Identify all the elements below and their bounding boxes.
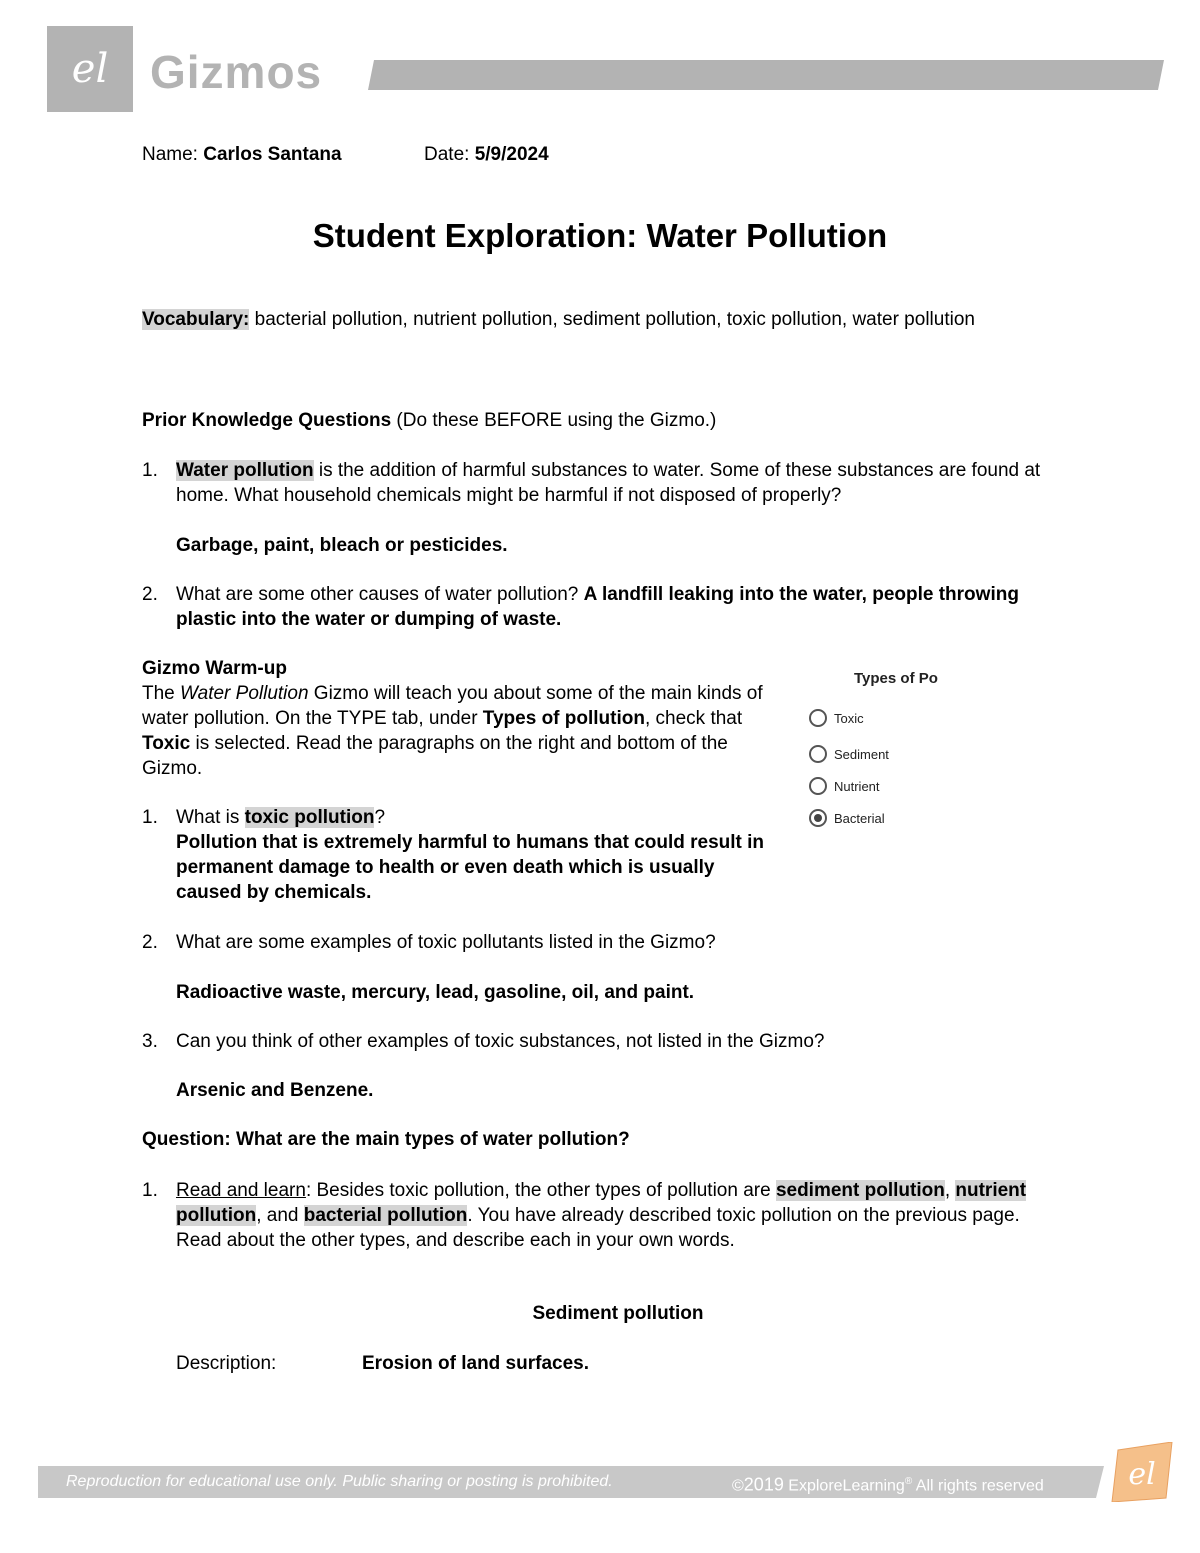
el-logo-icon [47, 26, 133, 112]
sediment-pollution-term: sediment pollution [775, 1180, 945, 1201]
brand-title: Gizmos [150, 46, 323, 98]
bacterial-pollution-term: bacterial pollution [303, 1205, 468, 1226]
radio-label: Nutrient [834, 778, 880, 794]
gizmo-name: Water Pollution [180, 683, 309, 704]
date-value: 5/9/2024 [474, 144, 549, 165]
sediment-heading: Sediment pollution [532, 1303, 704, 1324]
date-line [424, 142, 549, 167]
nutrient-pollution-term: nutrient pollution [176, 1180, 1027, 1226]
date-label: Date: [424, 144, 470, 165]
radio-label: Toxic [834, 710, 864, 726]
prior-knowledge-heading [142, 408, 1042, 433]
answer-text: A landfill leaking into the water, people throwing plastic into the water or dumping of waste. [176, 584, 1019, 630]
footer-notice: Reproduction for educational use only. Public sharing or posting is prohibited. [66, 1473, 613, 1490]
explorelearning-logo [47, 26, 133, 112]
footer-copyright: ©2019 ExploreLearning® All rights reserved [732, 1474, 1044, 1495]
radio-circle-icon[interactable] [809, 745, 827, 763]
warmup-answer-2 [176, 980, 1076, 1005]
warmup-section [142, 656, 782, 781]
radio-label: Bacterial [834, 810, 885, 826]
radio-nutrient[interactable] [809, 775, 880, 797]
question-text: Can you think of other examples of toxic substances, not listed in the Gizmo? [176, 1031, 825, 1052]
water-pollution-term: Water pollution [176, 460, 314, 481]
prior-knowledge-title: Prior Knowledge Questions [142, 410, 392, 431]
radio-label: Sediment [834, 746, 889, 762]
types-of-pollution-panel [805, 662, 955, 837]
vocabulary-text: bacterial pollution, nutrient pollution, sediment pollution, toxic pollution, water pollution [249, 309, 975, 330]
main-question-heading: Question: What are the main types of water pollution? [142, 1129, 630, 1150]
answer-text: Arsenic and Benzene. [176, 1080, 374, 1101]
warmup-intro: The Water Pollution Gizmo will teach you about some of the main kinds of water pollution. On the TYPE tab, under Types of pollution, check that Toxic is selected. Read the paragraphs on the right and bottom of the Gizmo. [142, 683, 763, 779]
answer-text: Radioactive waste, mercury, lead, gasoline, oil, and paint. [176, 982, 695, 1003]
name-value: Carlos Santana [203, 144, 342, 165]
toxic-pollution-term: toxic pollution [244, 807, 375, 828]
question-number: 1. [142, 1180, 158, 1201]
footer-el-logo-icon [1108, 1442, 1176, 1502]
svg-text:el: el [1128, 1457, 1156, 1492]
radio-bacterial[interactable] [809, 807, 885, 829]
svg-text:el: el [71, 46, 109, 92]
read-and-learn-label: Read and learn [176, 1180, 306, 1201]
name-label: Name: [142, 144, 198, 165]
types-of-pollution-term: Types of pollution [482, 708, 645, 729]
sediment-desc-value: Erosion of land surfaces. [362, 1353, 589, 1374]
sediment-desc-label: Description: [176, 1353, 277, 1374]
question-text: What are some examples of toxic pollutants listed in the Gizmo? [176, 932, 716, 953]
question-number: 3. [142, 1031, 158, 1052]
radio-toxic[interactable] [809, 707, 864, 729]
radio-circle-icon[interactable] [809, 709, 827, 727]
radio-selected-icon[interactable] [809, 809, 827, 827]
prior-answer-1 [176, 533, 1076, 558]
header-decorative-bar [368, 60, 1164, 90]
question-text: is the addition of harmful substances to water. Some of these substances are found at home. What household chemicals might be harmful if not disposed of properly? [176, 460, 1041, 506]
answer-text: Pollution that is extremely harmful to humans that could result in permanent damage to health or even death which is usually caused by chemicals. [176, 832, 765, 903]
vocabulary-line [142, 307, 1022, 332]
prior-question-1 [142, 458, 1042, 508]
prior-knowledge-note: (Do these BEFORE using the Gizmo.) [391, 410, 717, 431]
warmup-heading: Gizmo Warm-up [142, 658, 287, 679]
answer-text: Garbage, paint, bleach or pesticides. [176, 535, 508, 556]
question-number: 2. [142, 932, 158, 953]
question-text: What are some other causes of water pollution? [176, 584, 584, 605]
radio-sediment[interactable] [809, 743, 889, 765]
vocabulary-label: Vocabulary: [142, 309, 250, 330]
page-title: Student Exploration: Water Pollution [312, 217, 888, 254]
toxic-term: Toxic [142, 733, 191, 754]
radio-circle-icon[interactable] [809, 777, 827, 795]
main-question-1: 1. Read and learn: Besides toxic pollution, the other types of pollution are sediment pollution, nutrient pollution, and bacterial pollution. You have already described toxic pollution on the previous page. Read about the other types, and describe each in your own words. [142, 1180, 1027, 1251]
question-number: 2. [142, 584, 158, 605]
prior-question-2 [142, 582, 1042, 632]
types-panel-title: Types of Po [854, 670, 938, 687]
warmup-answer-3 [176, 1078, 1076, 1103]
question-number: 1. [142, 460, 158, 481]
student-name-line [142, 142, 342, 167]
question-number: 1. [142, 807, 158, 828]
